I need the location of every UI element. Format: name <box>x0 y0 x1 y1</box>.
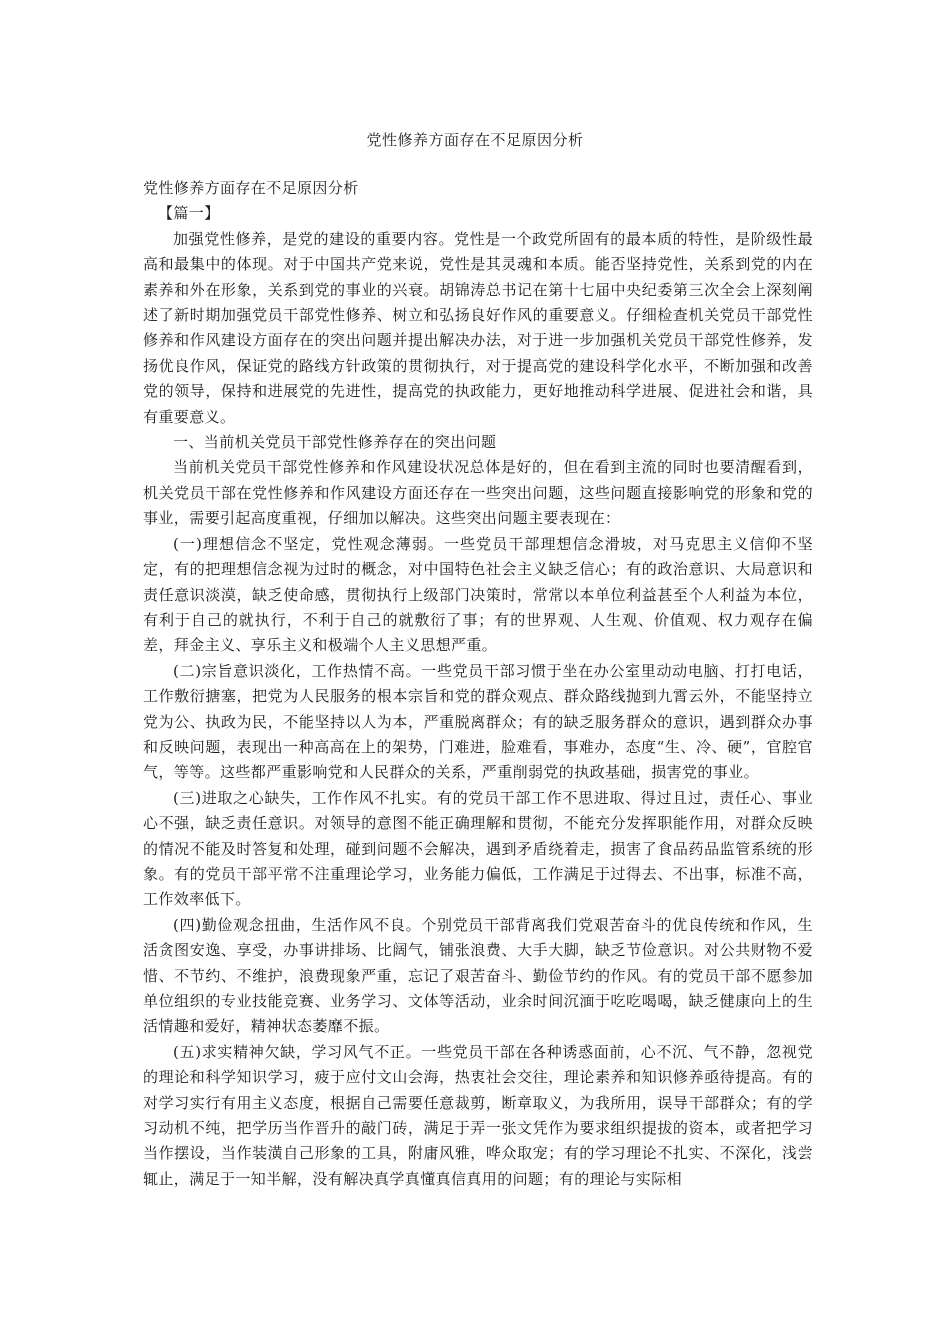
paragraph-item-2: (二)宗旨意识淡化，工作热情不高。一些党员干部习惯于坐在办公室里动动电脑、打打电话，工作敷衍搪塞，把党为人民服务的根本宗旨和党的群众观点、群众路线抛到九霄云外，不能坚持立党为公、执政为民，不能坚持以人为本，严重脱离群众；有的缺乏服务群众的意识，遇到群众办事和反映问题，表现出一种高高在上的架势，门难进，脸难看，事难办，态度“生、冷、硬”，官腔官气，等等。这些都严重影响党和人民群众的关系，严重削弱党的执政基础，损害党的事业。 <box>143 661 813 782</box>
paragraph-item-1: (一)理想信念不坚定，党性观念薄弱。一些党员干部理想信念滑坡，对马克思主义信仰不坚定，有的把理想信念视为过时的概念，对中国特色社会主义缺乏信心；有的政治意识、大局意识和责任意识淡漠，缺乏使命感，贯彻执行上级部门决策时，常常以本单位利益甚至个人利益为本位，有利于自己的就执行，不利于自己的就敷衍了事；有的世界观、人生观、价值观、权力观存在偏差，拜金主义、享乐主义和极端个人主义思想严重。 <box>143 534 813 655</box>
paragraph-item-3: (三)进取之心缺失，工作作风不扎实。有的党员干部工作不思进取、得过且过，责任心、事业心不强，缺乏责任意识。对领导的意图不能正确理解和贯彻，不能充分发挥职能作用，对群众反映的情况不能及时答复和处理，碰到问题不会解决，遇到矛盾绕着走，损害了食品药品监管系统的形象。有的党员干部平常不注重理论学习，业务能力偏低，工作满足于过得去、不出事，标准不高，工作效率低下。 <box>143 788 813 909</box>
paragraph-item-5: (五)求实精神欠缺，学习风气不正。一些党员干部在各种诱惑面前，心不沉、气不静，忽视党的理论和科学知识学习，疲于应付文山会海，热衷社会交往，理论素养和知识修养亟待提高。有的对学习实行有用主义态度，根据自己需要任意裁剪，断章取义，为我所用，误导干部群众；有的学习动机不纯，把学历当作晋升的敲门砖，满足于弄一张文凭作为要求组织提拔的资本，或者把学习当作摆设，当作装潢自己形象的工具，附庸风雅，哗众取宠；有的学习理论不扎实、不深化，浅尝辄止，满足于一知半解，没有解决真学真懂真信真用的问题；有的理论与实际相 <box>143 1042 813 1188</box>
document-title: 党性修养方面存在不足原因分析 <box>366 131 584 149</box>
section-mark: 【篇一】 <box>158 204 220 223</box>
paragraph-intro: 加强党性修养，是党的建设的重要内容。党性是一个政党所固有的最本质的特性，是阶级性最高和最集中的体现。对于中国共产党来说，党性是其灵魂和本质。能否坚持党性，关系到党的内在素养和外在形象，关系到党的事业的兴衰。胡锦涛总书记在第十七届中央纪委第三次全会上深刻阐述了新时期加强党员干部党性修养、树立和弘扬良好作风的重要意义。仔细检查机关党员干部党性修养和作风建设方面存在的突出问题并提出解决办法，对于进一步加强机关党员干部党性修养，发扬优良作风，保证党的路线方针政策的贯彻执行，对于提高党的建设科学化水平，不断加强和改善党的领导，保持和进展党的先进性，提高党的执政能力，更好地推动科学进展、促进社会和谐，具有重要意义。 <box>143 229 813 426</box>
paragraph-overview: 当前机关党员干部党性修养和作风建设状况总体是好的，但在看到主流的同时也要清醒看到，机关党员干部在党性修养和作风建设方面还存在一些突出问题，这些问题直接影响党的形象和党的事业，需要引起高度重视，仔细加以解决。这些突出问题主要表现在： <box>143 458 813 528</box>
section-heading: 一、当前机关党员干部党性修养存在的突出问题 <box>173 433 497 452</box>
document-body <box>143 176 813 1192</box>
paragraph-item-4: (四)勤俭观念扭曲，生活作风不良。个别党员干部背离我们党艰苦奋斗的优良传统和作风，生活贪图安逸、享受，办事讲排场、比阔气，铺张浪费、大手大脚，缺乏节俭意识。对公共财物不爱惜、不节约、不维护，浪费现象严重，忘记了艰苦奋斗、勤俭节约的作风。有的党员干部不愿参加单位组织的专业技能竞赛、业务学习、文体等活动，业余时间沉湎于吃吃喝喝，缺乏健康向上的生活情趣和爱好，精神状态萎靡不振。 <box>143 915 813 1036</box>
document-subtitle: 党性修养方面存在不足原因分析 <box>143 179 359 197</box>
